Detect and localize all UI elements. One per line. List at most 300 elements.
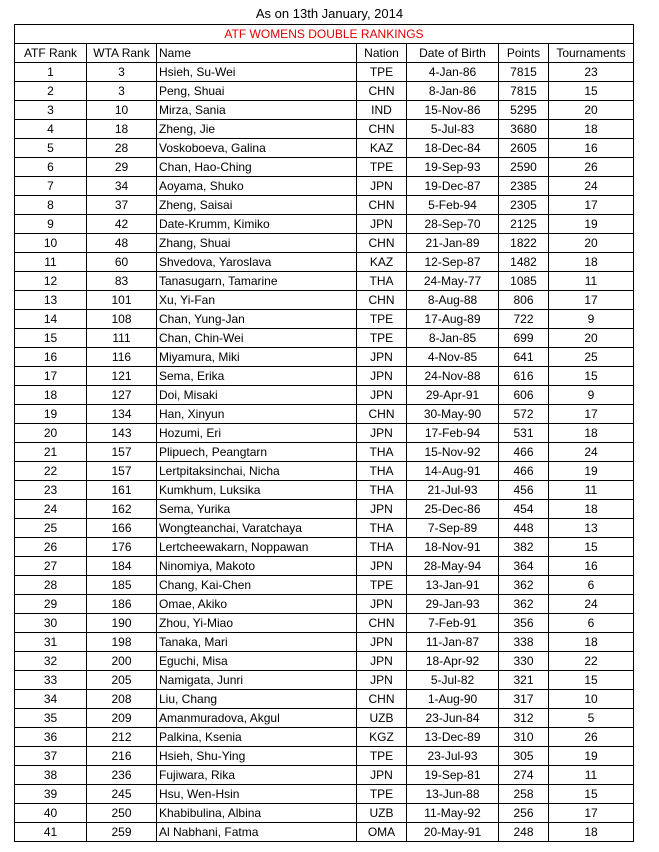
nation-cell: CHN [357, 196, 407, 215]
atf-rank-cell: 36 [15, 728, 87, 747]
table-row[interactable] [15, 367, 634, 386]
tournaments-cell: 18 [549, 823, 634, 842]
table-row[interactable] [15, 329, 634, 348]
nation-cell: IND [357, 101, 407, 120]
tournaments-cell: 15 [549, 82, 634, 101]
table-row[interactable] [15, 766, 634, 785]
atf-rank-cell: 40 [15, 804, 87, 823]
atf-rank-cell: 13 [15, 291, 87, 310]
table-row[interactable] [15, 215, 634, 234]
wta-rank-cell: 83 [87, 272, 157, 291]
table-row[interactable] [15, 120, 634, 139]
date-of-birth-cell: 23-Jul-93 [407, 747, 499, 766]
atf-rank-cell: 18 [15, 386, 87, 405]
name-cell: Plipuech, Peangtarn [157, 443, 357, 462]
name-cell: Ninomiya, Makoto [157, 557, 357, 576]
tournaments-cell: 16 [549, 557, 634, 576]
atf-rank-cell: 10 [15, 234, 87, 253]
page-bottom-edge [0, 846, 659, 852]
name-cell: Mirza, Sania [157, 101, 357, 120]
name-cell: Hsieh, Su-Wei [157, 63, 357, 82]
tournaments-cell: 6 [549, 576, 634, 595]
points-cell: 338 [499, 633, 549, 652]
date-of-birth-cell: 12-Sep-87 [407, 253, 499, 272]
wta-rank-cell: 60 [87, 253, 157, 272]
atf-rank-cell: 25 [15, 519, 87, 538]
atf-rank-cell: 12 [15, 272, 87, 291]
wta-rank-cell: 208 [87, 690, 157, 709]
atf-rank-cell: 19 [15, 405, 87, 424]
name-cell: Kumkhum, Luksika [157, 481, 357, 500]
points-cell: 321 [499, 671, 549, 690]
date-of-birth-cell: 4-Nov-85 [407, 348, 499, 367]
atf-rank-cell: 11 [15, 253, 87, 272]
nation-cell: TPE [357, 63, 407, 82]
name-cell: Date-Krumm, Kimiko [157, 215, 357, 234]
wta-rank-cell: 42 [87, 215, 157, 234]
atf-rank-cell: 29 [15, 595, 87, 614]
points-cell: 722 [499, 310, 549, 329]
date-of-birth-cell: 5-Jul-83 [407, 120, 499, 139]
nation-cell: KAZ [357, 253, 407, 272]
atf-rank-cell: 27 [15, 557, 87, 576]
wta-rank-cell: 185 [87, 576, 157, 595]
date-of-birth-cell: 11-Jan-87 [407, 633, 499, 652]
tournaments-cell: 20 [549, 234, 634, 253]
name-cell: Aoyama, Shuko [157, 177, 357, 196]
points-cell: 317 [499, 690, 549, 709]
atf-rank-cell: 23 [15, 481, 87, 500]
nation-cell: JPN [357, 424, 407, 443]
wta-rank-cell: 176 [87, 538, 157, 557]
points-cell: 274 [499, 766, 549, 785]
wta-rank-cell: 111 [87, 329, 157, 348]
name-cell: Eguchi, Misa [157, 652, 357, 671]
name-cell: Hsu, Wen-Hsin [157, 785, 357, 804]
table-row[interactable] [15, 310, 634, 329]
date-of-birth-cell: 28-Sep-70 [407, 215, 499, 234]
tournaments-cell: 18 [549, 424, 634, 443]
name-cell: Tanasugarn, Tamarine [157, 272, 357, 291]
name-cell: Han, Xinyun [157, 405, 357, 424]
table-row[interactable] [15, 633, 634, 652]
nation-cell: TPE [357, 576, 407, 595]
atf-rank-cell: 32 [15, 652, 87, 671]
name-cell: Doi, Misaki [157, 386, 357, 405]
points-cell: 248 [499, 823, 549, 842]
table-row[interactable] [15, 519, 634, 538]
wta-rank-cell: 216 [87, 747, 157, 766]
wta-rank-cell: 250 [87, 804, 157, 823]
tournaments-cell: 19 [549, 462, 634, 481]
wta-rank-cell: 212 [87, 728, 157, 747]
wta-rank-cell: 18 [87, 120, 157, 139]
table-row[interactable] [15, 405, 634, 424]
wta-rank-cell: 198 [87, 633, 157, 652]
column-header-points[interactable]: Points [499, 44, 549, 63]
name-cell: Zhang, Shuai [157, 234, 357, 253]
nation-cell: JPN [357, 652, 407, 671]
date-of-birth-cell: 14-Aug-91 [407, 462, 499, 481]
tournaments-cell: 11 [549, 766, 634, 785]
atf-rank-cell: 22 [15, 462, 87, 481]
wta-rank-cell: 3 [87, 63, 157, 82]
date-of-birth-cell: 8-Jan-86 [407, 82, 499, 101]
date-of-birth-cell: 19-Sep-81 [407, 766, 499, 785]
table-row[interactable] [15, 291, 634, 310]
atf-rank-cell: 7 [15, 177, 87, 196]
points-cell: 382 [499, 538, 549, 557]
name-cell: Tanaka, Mari [157, 633, 357, 652]
table-row[interactable] [15, 272, 634, 291]
table-row[interactable] [15, 690, 634, 709]
date-of-birth-cell: 29-Apr-91 [407, 386, 499, 405]
date-of-birth-cell: 21-Jan-89 [407, 234, 499, 253]
tournaments-cell: 15 [549, 367, 634, 386]
tournaments-cell: 16 [549, 139, 634, 158]
tournaments-cell: 23 [549, 63, 634, 82]
nation-cell: TPE [357, 329, 407, 348]
wta-rank-cell: 29 [87, 158, 157, 177]
table-row[interactable] [15, 139, 634, 158]
atf-rank-cell: 28 [15, 576, 87, 595]
nation-cell: JPN [357, 595, 407, 614]
date-of-birth-cell: 18-Apr-92 [407, 652, 499, 671]
tournaments-cell: 15 [549, 671, 634, 690]
tournaments-cell: 6 [549, 614, 634, 633]
nation-cell: CHN [357, 234, 407, 253]
date-of-birth-cell: 24-May-77 [407, 272, 499, 291]
atf-rank-cell: 2 [15, 82, 87, 101]
nation-cell: JPN [357, 386, 407, 405]
tournaments-cell: 18 [549, 253, 634, 272]
points-cell: 364 [499, 557, 549, 576]
tournaments-cell: 26 [549, 728, 634, 747]
points-cell: 2125 [499, 215, 549, 234]
tournaments-cell: 25 [549, 348, 634, 367]
table-row[interactable] [15, 614, 634, 633]
tournaments-cell: 18 [549, 633, 634, 652]
date-of-birth-cell: 13-Jan-91 [407, 576, 499, 595]
tournaments-cell: 20 [549, 101, 634, 120]
name-cell: Shvedova, Yaroslava [157, 253, 357, 272]
wta-rank-cell: 143 [87, 424, 157, 443]
date-of-birth-cell: 7-Feb-91 [407, 614, 499, 633]
tournaments-cell: 9 [549, 310, 634, 329]
wta-rank-cell: 184 [87, 557, 157, 576]
table-row[interactable] [15, 785, 634, 804]
atf-rank-cell: 9 [15, 215, 87, 234]
nation-cell: TPE [357, 310, 407, 329]
tournaments-cell: 11 [549, 272, 634, 291]
nation-cell: THA [357, 462, 407, 481]
points-cell: 3680 [499, 120, 549, 139]
points-cell: 256 [499, 804, 549, 823]
column-header-name[interactable]: Name [157, 44, 357, 63]
column-header-nation[interactable]: Nation [357, 44, 407, 63]
tournaments-cell: 26 [549, 158, 634, 177]
date-of-birth-cell: 11-May-92 [407, 804, 499, 823]
wta-rank-cell: 37 [87, 196, 157, 215]
points-cell: 362 [499, 595, 549, 614]
table-header-row [15, 44, 634, 63]
points-cell: 606 [499, 386, 549, 405]
atf-rank-cell: 1 [15, 63, 87, 82]
name-cell: Voskoboeva, Galina [157, 139, 357, 158]
column-header-date-of-birth[interactable]: Date of Birth [407, 44, 499, 63]
date-of-birth-cell: 29-Jan-93 [407, 595, 499, 614]
table-row[interactable] [15, 538, 634, 557]
nation-cell: OMA [357, 823, 407, 842]
nation-cell: CHN [357, 614, 407, 633]
nation-cell: JPN [357, 766, 407, 785]
column-header-tournaments[interactable]: Tournaments [549, 44, 634, 63]
nation-cell: THA [357, 519, 407, 538]
table-row[interactable] [15, 101, 634, 120]
name-cell: Chan, Hao-Ching [157, 158, 357, 177]
nation-cell: TPE [357, 158, 407, 177]
atf-rank-cell: 30 [15, 614, 87, 633]
points-cell: 454 [499, 500, 549, 519]
report-date: As on 13th January, 2014 [255, 6, 404, 21]
tournaments-cell: 9 [549, 386, 634, 405]
nation-cell: THA [357, 481, 407, 500]
table-title: ATF WOMENS DOUBLE RANKINGS [15, 25, 634, 44]
nation-cell: JPN [357, 671, 407, 690]
tournaments-cell: 18 [549, 120, 634, 139]
wta-rank-cell: 186 [87, 595, 157, 614]
name-cell: Zheng, Jie [157, 120, 357, 139]
atf-rank-cell: 38 [15, 766, 87, 785]
table-row[interactable] [15, 234, 634, 253]
table-row[interactable] [15, 386, 634, 405]
atf-rank-cell: 21 [15, 443, 87, 462]
date-of-birth-cell: 5-Feb-94 [407, 196, 499, 215]
points-cell: 312 [499, 709, 549, 728]
name-cell: Zheng, Saisai [157, 196, 357, 215]
nation-cell: JPN [357, 500, 407, 519]
table-row[interactable] [15, 823, 634, 842]
atf-rank-cell: 14 [15, 310, 87, 329]
nation-cell: THA [357, 538, 407, 557]
points-cell: 2605 [499, 139, 549, 158]
nation-cell: UZB [357, 709, 407, 728]
table-row[interactable] [15, 348, 634, 367]
table-row[interactable] [15, 557, 634, 576]
name-cell: Lertcheewakarn, Noppawan [157, 538, 357, 557]
date-of-birth-cell: 17-Aug-89 [407, 310, 499, 329]
nation-cell: JPN [357, 215, 407, 234]
date-of-birth-cell: 8-Jan-85 [407, 329, 499, 348]
date-of-birth-cell: 19-Sep-93 [407, 158, 499, 177]
table-row[interactable] [15, 671, 634, 690]
atf-rank-cell: 35 [15, 709, 87, 728]
wta-rank-cell: 162 [87, 500, 157, 519]
atf-rank-cell: 3 [15, 101, 87, 120]
wta-rank-cell: 34 [87, 177, 157, 196]
date-of-birth-cell: 1-Aug-90 [407, 690, 499, 709]
date-of-birth-cell: 28-May-94 [407, 557, 499, 576]
name-cell: Chang, Kai-Chen [157, 576, 357, 595]
atf-rank-cell: 15 [15, 329, 87, 348]
table-row[interactable] [15, 500, 634, 519]
wta-rank-cell: 101 [87, 291, 157, 310]
table-row[interactable] [15, 462, 634, 481]
date-of-birth-cell: 17-Feb-94 [407, 424, 499, 443]
table-row[interactable] [15, 576, 634, 595]
name-cell: Palkina, Ksenia [157, 728, 357, 747]
points-cell: 305 [499, 747, 549, 766]
table-row[interactable] [15, 177, 634, 196]
nation-cell: KAZ [357, 139, 407, 158]
atf-rank-cell: 34 [15, 690, 87, 709]
tournaments-cell: 10 [549, 690, 634, 709]
atf-rank-cell: 6 [15, 158, 87, 177]
date-of-birth-cell: 13-Jun-88 [407, 785, 499, 804]
nation-cell: JPN [357, 348, 407, 367]
date-of-birth-cell: 25-Dec-86 [407, 500, 499, 519]
wta-rank-cell: 157 [87, 443, 157, 462]
wta-rank-cell: 205 [87, 671, 157, 690]
nation-cell: JPN [357, 557, 407, 576]
table-row[interactable] [15, 595, 634, 614]
points-cell: 258 [499, 785, 549, 804]
table-row[interactable] [15, 709, 634, 728]
rankings-table [14, 24, 634, 842]
nation-cell: TPE [357, 785, 407, 804]
table-row[interactable] [15, 253, 634, 272]
name-cell: Amanmuradova, Akgul [157, 709, 357, 728]
nation-cell: CHN [357, 405, 407, 424]
tournaments-cell: 19 [549, 215, 634, 234]
wta-rank-cell: 127 [87, 386, 157, 405]
date-of-birth-cell: 4-Jan-86 [407, 63, 499, 82]
atf-rank-cell: 33 [15, 671, 87, 690]
points-cell: 7815 [499, 63, 549, 82]
date-of-birth-cell: 19-Dec-87 [407, 177, 499, 196]
name-cell: Miyamura, Miki [157, 348, 357, 367]
points-cell: 330 [499, 652, 549, 671]
nation-cell: JPN [357, 177, 407, 196]
table-row[interactable] [15, 424, 634, 443]
wta-rank-cell: 166 [87, 519, 157, 538]
tournaments-cell: 22 [549, 652, 634, 671]
points-cell: 531 [499, 424, 549, 443]
tournaments-cell: 15 [549, 538, 634, 557]
name-cell: Namigata, Junri [157, 671, 357, 690]
table-row[interactable] [15, 804, 634, 823]
table-row[interactable] [15, 63, 634, 82]
tournaments-cell: 13 [549, 519, 634, 538]
atf-rank-cell: 16 [15, 348, 87, 367]
date-of-birth-cell: 7-Sep-89 [407, 519, 499, 538]
wta-rank-cell: 121 [87, 367, 157, 386]
points-cell: 466 [499, 462, 549, 481]
column-header-atf-rank[interactable]: ATF Rank [15, 44, 87, 63]
name-cell: Hsieh, Shu-Ying [157, 747, 357, 766]
tournaments-cell: 24 [549, 595, 634, 614]
atf-rank-cell: 8 [15, 196, 87, 215]
points-cell: 806 [499, 291, 549, 310]
name-cell: Wongteanchai, Varatchaya [157, 519, 357, 538]
points-cell: 572 [499, 405, 549, 424]
name-cell: Fujiwara, Rika [157, 766, 357, 785]
wta-rank-cell: 134 [87, 405, 157, 424]
points-cell: 466 [499, 443, 549, 462]
name-cell: Zhou, Yi-Miao [157, 614, 357, 633]
table-row[interactable] [15, 728, 634, 747]
points-cell: 699 [499, 329, 549, 348]
nation-cell: CHN [357, 291, 407, 310]
table-row[interactable] [15, 481, 634, 500]
points-cell: 310 [499, 728, 549, 747]
atf-rank-cell: 17 [15, 367, 87, 386]
name-cell: Omae, Akiko [157, 595, 357, 614]
date-of-birth-cell: 5-Jul-82 [407, 671, 499, 690]
tournaments-cell: 17 [549, 405, 634, 424]
name-cell: Al Nabhani, Fatma [157, 823, 357, 842]
atf-rank-cell: 39 [15, 785, 87, 804]
nation-cell: CHN [357, 690, 407, 709]
table-row[interactable] [15, 82, 634, 101]
table-row[interactable] [15, 747, 634, 766]
date-of-birth-cell: 20-May-91 [407, 823, 499, 842]
wta-rank-cell: 157 [87, 462, 157, 481]
table-row[interactable] [15, 158, 634, 177]
name-cell: Sema, Yurika [157, 500, 357, 519]
table-row[interactable] [15, 196, 634, 215]
wta-rank-cell: 48 [87, 234, 157, 253]
wta-rank-cell: 259 [87, 823, 157, 842]
nation-cell: UZB [357, 804, 407, 823]
points-cell: 356 [499, 614, 549, 633]
column-header-wta-rank[interactable]: WTA Rank [87, 44, 157, 63]
name-cell: Hozumi, Eri [157, 424, 357, 443]
wta-rank-cell: 28 [87, 139, 157, 158]
date-of-birth-cell: 24-Nov-88 [407, 367, 499, 386]
wta-rank-cell: 116 [87, 348, 157, 367]
points-cell: 2590 [499, 158, 549, 177]
tournaments-cell: 24 [549, 177, 634, 196]
nation-cell: JPN [357, 367, 407, 386]
table-row[interactable] [15, 652, 634, 671]
nation-cell: TPE [357, 747, 407, 766]
tournaments-cell: 5 [549, 709, 634, 728]
points-cell: 7815 [499, 82, 549, 101]
name-cell: Chan, Chin-Wei [157, 329, 357, 348]
tournaments-cell: 17 [549, 196, 634, 215]
tournaments-cell: 15 [549, 785, 634, 804]
atf-rank-cell: 4 [15, 120, 87, 139]
points-cell: 2305 [499, 196, 549, 215]
nation-cell: THA [357, 443, 407, 462]
points-cell: 1822 [499, 234, 549, 253]
atf-rank-cell: 20 [15, 424, 87, 443]
name-cell: Xu, Yi-Fan [157, 291, 357, 310]
date-of-birth-cell: 18-Nov-91 [407, 538, 499, 557]
wta-rank-cell: 209 [87, 709, 157, 728]
atf-rank-cell: 37 [15, 747, 87, 766]
points-cell: 1482 [499, 253, 549, 272]
name-cell: Peng, Shuai [157, 82, 357, 101]
nation-cell: CHN [357, 82, 407, 101]
points-cell: 616 [499, 367, 549, 386]
wta-rank-cell: 10 [87, 101, 157, 120]
name-cell: Khabibulina, Albina [157, 804, 357, 823]
points-cell: 1085 [499, 272, 549, 291]
table-row[interactable] [15, 443, 634, 462]
atf-rank-cell: 31 [15, 633, 87, 652]
